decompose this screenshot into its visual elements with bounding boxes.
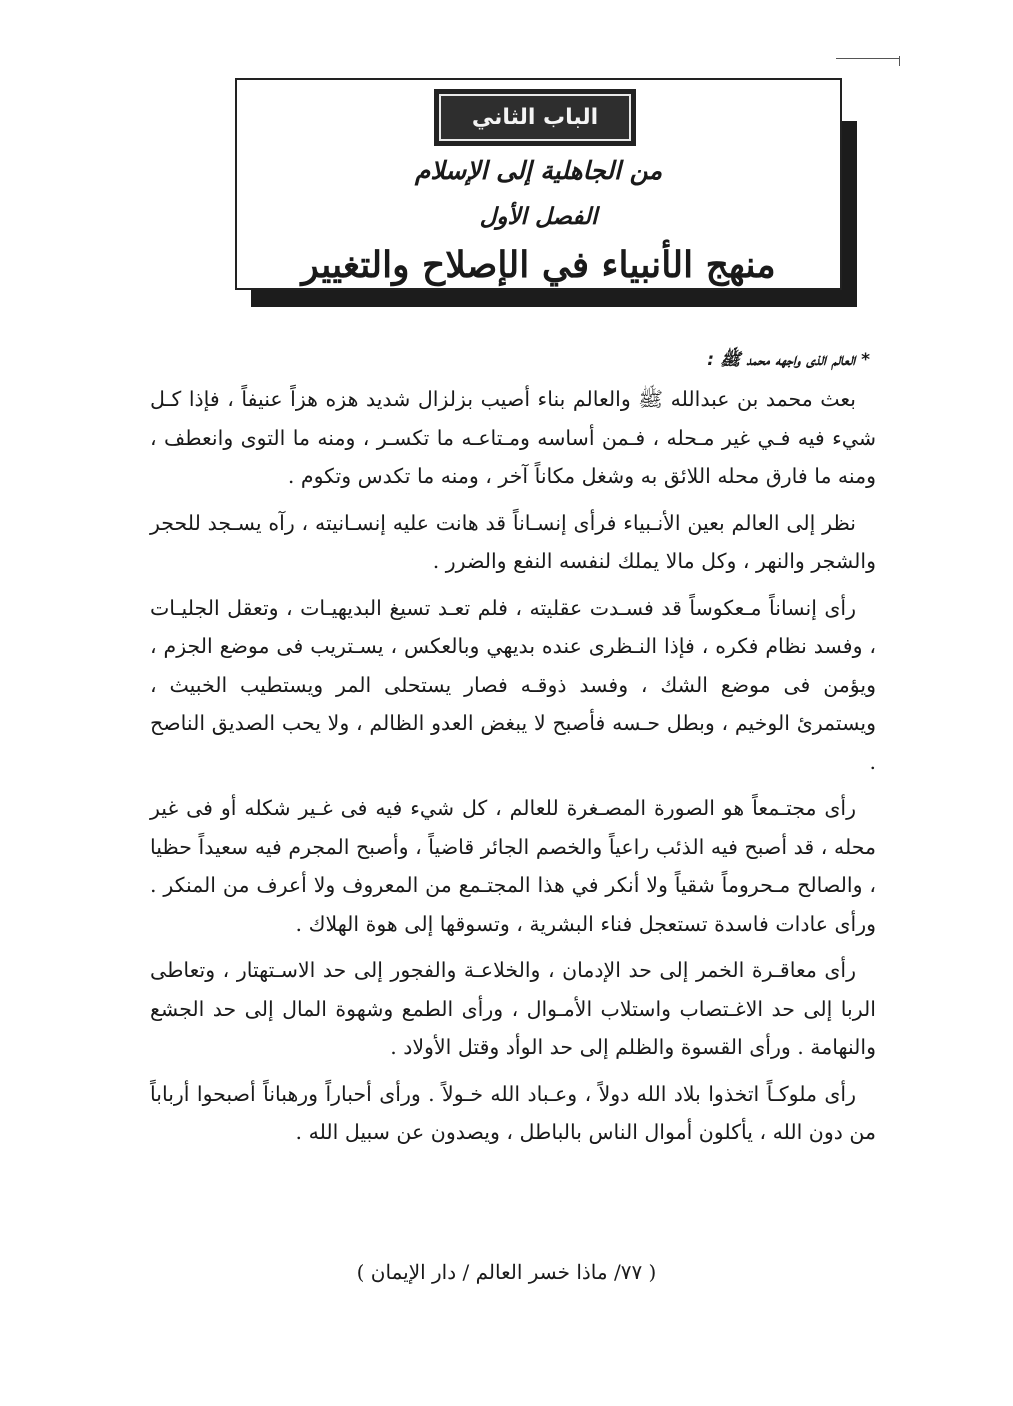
chapter-label: الفصل الأول [479,204,598,230]
part-label-box [434,89,636,146]
paragraph: رأى مجتـمعاً هو الصورة المصـغرة للعالم ، كل شيء فيه فى غـير شكله أو فى غير محله ، قد أصبح فيه الذئب راعياً والخصم الجائر قاضياً ، وأصبح المجرم فيه سعيداً حظيا ، والصالح مـحروماً شقياً ولا أنكر في هذا المجتـمع من المعروف ولا أعرف من المنكر . ورأى عادات فاسدة تستعجل فناء البشرية ، وتسوقها إلى هوة الهلاك . [150,796,876,936]
scan-mark-tick [899,56,900,66]
chapter-header-box [235,78,842,290]
part-title: من الجاهلية إلى الإسلام [414,156,663,185]
paragraph: رأى ملوكـاً اتخذوا بلاد الله دولاً ، وعـباد الله خـولاً . ورأى أحباراً ورهباناً أصبحوا أرباباً من دون الله ، يأكلون أموال الناس بالباطل ، ويصدون عن سبيل الله . [150,1081,876,1144]
paragraph: رأى إنساناً مـعكوساً قد فسـدت عقليته ، فلم تعـد تسيغ البديهيـات ، وتعقل الجليـات ، وفسد نظام فكره ، فإذا النـظرى عنده بديهي وبالعكس ، يسـتريب فى موضع الجزم ، ويؤمن فى موضع الشك ، وفسد ذوقـه فصار يستحلى المر ويستطيب الخبيث ، ويستمرئ الوخيم ، وبطل حـسه فأصبح لا يبغض العدو الظالم ، ولا يحب الصديق الناصح . [150,595,876,774]
page-footer: ( ٧٧/ ماذا خسر العالم / دار الإيمان ) [356,1260,657,1284]
paragraph: بعث محمد بن عبدالله ﷺ والعالم بناء أصيب بزلزال شديد هزه هزاً عنيفاً ، فإذا كـل شيء فيه فـي غير مـحله ، فـمن أساسه ومـتاعـه ما تكسـر ، ومنه ما التوى وانعطف ، ومنه ما فارق محله اللائق به وشغل مكاناً آخر ، ومنه ما تكدس وتكوم . [150,387,876,488]
section-heading: * العالم الذى واجهه محمد ﷺ : [707,350,870,370]
chapter-title: منهج الأنبياء في الإصلاح والتغيير [301,244,776,286]
part-label: الباب الثاني [439,94,631,141]
body-text [150,380,876,1160]
scan-mark-line [836,58,900,59]
paragraph: رأى معاقـرة الخمر إلى حد الإدمان ، والخلاعـة والفجور إلى حد الاسـتهتار ، وتعاطى الربا إلى حد الاغـتصاب واستلاب الأمـوال ، ورأى الطمع وشهوة المال إلى حد الجشع والنهامة . ورأى القسوة والظلم إلى حد الوأد وقتل الأولاد . [150,958,876,1059]
paragraph: نظر إلى العالم بعين الأنـبياء فرأى إنسـاناً قد هانت عليه إنسـانيته ، رآه يسـجد للحجر والشجر والنهر ، وكل مالا يملك لنفسه النفع والضرر . [150,510,876,573]
